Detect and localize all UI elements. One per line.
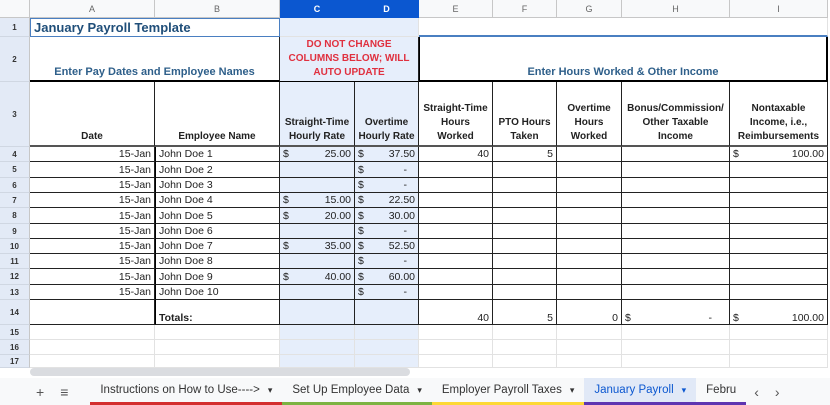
cell-pto[interactable]	[493, 208, 557, 224]
cell[interactable]	[355, 355, 419, 368]
cell[interactable]	[30, 300, 155, 325]
currency-symbol: $	[358, 148, 364, 160]
cell-nontax[interactable]	[730, 269, 828, 285]
currency-symbol: $	[283, 194, 289, 206]
cell-pto[interactable]	[493, 254, 557, 269]
cell-name[interactable]: John Doe 10	[155, 285, 280, 300]
amount: 35.00	[324, 240, 351, 252]
cell[interactable]	[30, 325, 155, 340]
cell-date[interactable]: 15-Jan	[30, 254, 155, 269]
cell-ot_rate[interactable]	[355, 224, 419, 239]
section-label-right[interactable]: Enter Hours Worked & Other Income	[419, 37, 828, 82]
row-header-13[interactable]: 13	[0, 285, 30, 300]
column-header-C[interactable]: C	[280, 0, 355, 18]
sheet-tab-label: Employer Payroll Taxes	[441, 384, 562, 396]
cell-name[interactable]: John Doe 5	[155, 208, 280, 224]
currency-symbol: $	[283, 209, 289, 222]
cell[interactable]	[557, 355, 622, 368]
currency-symbol: $	[358, 194, 364, 206]
cell-ot_hours[interactable]	[557, 239, 622, 254]
column-heading[interactable]: Date	[30, 82, 155, 147]
cell[interactable]	[557, 340, 622, 355]
cell-nontax[interactable]	[730, 193, 828, 208]
cell[interactable]	[493, 325, 557, 340]
cell-name[interactable]: John Doe 7	[155, 239, 280, 254]
column-header-F[interactable]: F	[493, 0, 557, 18]
currency-symbol: $	[283, 148, 289, 160]
cell-st_rate[interactable]	[280, 269, 355, 285]
cell[interactable]	[280, 18, 419, 37]
cell-name[interactable]: John Doe 4	[155, 193, 280, 208]
cell-pto[interactable]	[493, 162, 557, 178]
column-heading[interactable]: Nontaxable Income, i.e., Reimbursements	[730, 82, 828, 147]
amount: 37.50	[388, 148, 415, 160]
currency-symbol: $	[733, 148, 739, 160]
cell-bonus[interactable]	[622, 239, 730, 254]
cell-bonus[interactable]	[622, 147, 730, 162]
currency-symbol: $	[358, 240, 364, 252]
cell-bonus[interactable]	[622, 269, 730, 285]
cell-pto[interactable]	[493, 178, 557, 193]
add-sheet-icon[interactable]: +	[36, 383, 45, 400]
cell-pto[interactable]	[493, 239, 557, 254]
currency-symbol: $	[358, 163, 364, 176]
cell[interactable]	[155, 340, 280, 355]
sheet-tab-label: Instructions on How to Use---->	[100, 384, 260, 396]
cell-st_hours[interactable]	[419, 239, 493, 254]
row-header-3[interactable]: 3	[0, 82, 30, 147]
cell-ot_hours[interactable]	[557, 208, 622, 224]
cell-ot_rate[interactable]	[355, 193, 419, 208]
cell-bonus[interactable]	[622, 162, 730, 178]
amount: 40.00	[324, 270, 351, 283]
cell-date[interactable]: 15-Jan	[30, 239, 155, 254]
cell-ot_rate[interactable]	[355, 285, 419, 300]
currency-symbol: $	[358, 255, 364, 267]
cell-bonus[interactable]	[622, 224, 730, 239]
cell[interactable]	[280, 300, 355, 325]
cell[interactable]	[355, 300, 419, 325]
cell-name[interactable]: John Doe 6	[155, 224, 280, 239]
tab-dropdown-icon[interactable]: ▾	[417, 384, 422, 395]
cell[interactable]	[280, 325, 355, 340]
cell-bonus[interactable]	[622, 178, 730, 193]
cell[interactable]	[730, 340, 828, 355]
totals-bonus[interactable]	[622, 300, 730, 325]
cell-name[interactable]: John Doe 3	[155, 178, 280, 193]
totals-nontax[interactable]	[730, 300, 828, 325]
cell-date[interactable]: 15-Jan	[30, 285, 155, 300]
cell-st_hours[interactable]	[419, 178, 493, 193]
cell-ot_rate[interactable]	[355, 269, 419, 285]
cell-pto[interactable]	[493, 269, 557, 285]
cell[interactable]	[622, 325, 730, 340]
cell-ot_rate[interactable]	[355, 178, 419, 193]
scroll-tabs-left-icon[interactable]: ‹	[754, 383, 759, 400]
row-header-11[interactable]: 11	[0, 254, 30, 269]
row-header-17[interactable]: 17	[0, 355, 30, 368]
amount: 100.00	[791, 148, 824, 160]
cell[interactable]	[730, 355, 828, 368]
sheet-tab-bar	[0, 378, 830, 405]
cell-ot_rate[interactable]	[355, 254, 419, 269]
amount: -	[403, 286, 407, 298]
cell-bonus[interactable]	[622, 193, 730, 208]
cell-nontax[interactable]	[730, 208, 828, 224]
cell-st_hours[interactable]	[419, 193, 493, 208]
cell-date[interactable]: 15-Jan	[30, 147, 155, 162]
cell-st_rate[interactable]	[280, 162, 355, 178]
amount: 52.50	[388, 240, 415, 252]
cell-nontax[interactable]	[730, 147, 828, 162]
cell-pto[interactable]	[493, 285, 557, 300]
column-header-G[interactable]: G	[557, 0, 622, 18]
row-header-7[interactable]: 7	[0, 193, 30, 208]
cell-ot_rate[interactable]	[355, 162, 419, 178]
section-label-left[interactable]: Enter Pay Dates and Employee Names	[30, 37, 280, 82]
amount: 30.00	[388, 209, 415, 222]
cell-st_rate[interactable]	[280, 178, 355, 193]
currency-symbol: $	[358, 179, 364, 191]
column-heading[interactable]: Employee Name	[155, 82, 280, 147]
totals-label[interactable]: Totals:	[155, 300, 280, 325]
row-header-1[interactable]: 1	[0, 18, 30, 37]
cell-date[interactable]: 15-Jan	[30, 269, 155, 285]
sheet-tab[interactable]	[696, 378, 746, 405]
cell-name[interactable]: John Doe 9	[155, 269, 280, 285]
amount: -	[403, 255, 407, 267]
cell-ot_hours[interactable]	[557, 285, 622, 300]
row-header-5[interactable]: 5	[0, 162, 30, 178]
cell-ot_hours[interactable]	[557, 193, 622, 208]
column-heading[interactable]: Overtime Hours Worked	[557, 82, 622, 147]
cell-st_hours[interactable]	[419, 254, 493, 269]
cell-ot_hours[interactable]	[557, 162, 622, 178]
sheet-tab-label: Febru	[706, 384, 737, 396]
cell-nontax[interactable]	[730, 178, 828, 193]
cell[interactable]	[419, 325, 493, 340]
amount: -	[403, 225, 407, 237]
cell-nontax[interactable]	[730, 239, 828, 254]
cell-ot_hours[interactable]	[557, 269, 622, 285]
cell-st_rate[interactable]	[280, 285, 355, 300]
cell[interactable]	[155, 355, 280, 368]
currency-symbol: $	[358, 209, 364, 222]
cell[interactable]	[280, 340, 355, 355]
cell-st_rate[interactable]	[280, 224, 355, 239]
cell-st_hours[interactable]	[419, 162, 493, 178]
column-header-H[interactable]: H	[622, 0, 730, 18]
currency-symbol: $	[733, 312, 739, 324]
row-header-14[interactable]: 14	[0, 300, 30, 325]
select-all-corner[interactable]	[0, 0, 30, 18]
currency-symbol: $	[358, 286, 364, 298]
row-header-8[interactable]: 8	[0, 208, 30, 224]
cell[interactable]	[155, 325, 280, 340]
cell-nontax[interactable]	[730, 162, 828, 178]
amount: 22.50	[388, 194, 415, 206]
totals-ot_hours[interactable]: 0	[557, 300, 622, 325]
cell[interactable]	[493, 355, 557, 368]
cell-nontax[interactable]	[730, 224, 828, 239]
cell[interactable]	[355, 340, 419, 355]
horizontal-scrollbar[interactable]	[30, 368, 410, 376]
column-heading[interactable]: Overtime Hourly Rate	[355, 82, 419, 147]
tab-dropdown-icon[interactable]: ▾	[569, 384, 575, 395]
totals-st_hours[interactable]: 40	[419, 300, 493, 325]
amount: -	[708, 312, 712, 324]
sheet-tab[interactable]	[584, 378, 696, 405]
cell[interactable]	[622, 355, 730, 368]
row-header-2[interactable]: 2	[0, 37, 30, 82]
row-header-6[interactable]: 6	[0, 178, 30, 193]
cell[interactable]	[622, 340, 730, 355]
column-header-I[interactable]: I	[730, 0, 828, 18]
cell[interactable]	[419, 355, 493, 368]
amount: -	[403, 163, 407, 176]
cell-st_rate[interactable]	[280, 254, 355, 269]
sheet-tab-label: Set Up Employee Data	[292, 384, 410, 396]
cell-st_rate[interactable]	[280, 147, 355, 162]
cell-ot_hours[interactable]	[557, 147, 622, 162]
row-header-15[interactable]: 15	[0, 325, 30, 340]
cell-ot_hours[interactable]	[557, 178, 622, 193]
row-header-10[interactable]: 10	[0, 239, 30, 254]
cell[interactable]	[30, 340, 155, 355]
cell-name[interactable]: John Doe 8	[155, 254, 280, 269]
cell-st_hours[interactable]	[419, 224, 493, 239]
tab-dropdown-icon[interactable]: ▾	[267, 384, 273, 395]
cell-date[interactable]: 15-Jan	[30, 193, 155, 208]
column-header-B[interactable]: B	[155, 0, 280, 18]
cell-nontax[interactable]	[730, 285, 828, 300]
column-heading[interactable]: Straight-Time Hourly Rate	[280, 82, 355, 147]
amount: 20.00	[324, 209, 351, 222]
cell-ot_hours[interactable]	[557, 224, 622, 239]
cell-bonus[interactable]	[622, 208, 730, 224]
cell-date[interactable]: 15-Jan	[30, 208, 155, 224]
sheet-tab[interactable]	[282, 378, 432, 405]
cell[interactable]	[730, 325, 828, 340]
cell[interactable]	[493, 340, 557, 355]
amount: 60.00	[388, 270, 415, 283]
amount: -	[403, 179, 407, 191]
cell-st_hours[interactable]	[419, 269, 493, 285]
currency-symbol: $	[283, 240, 289, 252]
cell-bonus[interactable]	[622, 254, 730, 269]
cell-pto[interactable]: 5	[493, 147, 557, 162]
amount: 25.00	[324, 148, 351, 160]
warning-note[interactable]: DO NOT CHANGE COLUMNS BELOW; WILL AUTO UPDATE	[280, 37, 419, 82]
cell-st_rate[interactable]	[280, 193, 355, 208]
row-header-12[interactable]: 12	[0, 269, 30, 285]
cell[interactable]	[419, 340, 493, 355]
currency-symbol: $	[358, 270, 364, 283]
cell-ot_rate[interactable]	[355, 208, 419, 224]
cell-st_hours[interactable]	[419, 285, 493, 300]
amount: 100.00	[791, 312, 824, 324]
cell-nontax[interactable]	[730, 254, 828, 269]
column-header-E[interactable]: E	[419, 0, 493, 18]
cell[interactable]	[280, 355, 355, 368]
cell-name[interactable]: John Doe 2	[155, 162, 280, 178]
cell-date[interactable]: 15-Jan	[30, 224, 155, 239]
cell-date[interactable]: 15-Jan	[30, 178, 155, 193]
cell-ot_hours[interactable]	[557, 254, 622, 269]
column-heading[interactable]: Straight-Time Hours Worked	[419, 82, 493, 147]
row-header-9[interactable]: 9	[0, 224, 30, 239]
all-sheets-menu-icon[interactable]: ≡	[60, 383, 69, 400]
cell-pto[interactable]	[493, 224, 557, 239]
cell-ot_rate[interactable]	[355, 147, 419, 162]
cell[interactable]	[557, 325, 622, 340]
cell-st_rate[interactable]	[280, 208, 355, 224]
cell[interactable]	[355, 325, 419, 340]
cell-name[interactable]: John Doe 1	[155, 147, 280, 162]
scroll-tabs-right-icon[interactable]: ›	[774, 383, 780, 400]
cell-bonus[interactable]	[622, 285, 730, 300]
currency-symbol: $	[625, 312, 631, 324]
currency-symbol: $	[283, 270, 289, 283]
cell[interactable]	[419, 18, 828, 37]
totals-pto[interactable]: 5	[493, 300, 557, 325]
amount: 15.00	[324, 194, 351, 206]
cell-st_hours[interactable]	[419, 208, 493, 224]
column-heading[interactable]: PTO Hours Taken	[493, 82, 557, 147]
sheet-title[interactable]: January Payroll Template	[30, 18, 280, 37]
currency-symbol: $	[358, 225, 364, 237]
cell-st_hours[interactable]: 40	[419, 147, 493, 162]
tab-dropdown-icon[interactable]: ▾	[681, 384, 687, 395]
cell-st_rate[interactable]	[280, 239, 355, 254]
row-header-4[interactable]: 4	[0, 147, 30, 162]
cell[interactable]	[30, 355, 155, 368]
cell-pto[interactable]	[493, 193, 557, 208]
sheet-tab[interactable]	[90, 378, 282, 405]
cell-date[interactable]: 15-Jan	[30, 162, 155, 178]
row-header-16[interactable]: 16	[0, 340, 30, 355]
sheet-tab-label: January Payroll	[594, 384, 674, 396]
sheet-tab[interactable]	[432, 378, 584, 405]
cell-ot_rate[interactable]	[355, 239, 419, 254]
column-header-A[interactable]: A	[30, 0, 155, 18]
column-heading[interactable]: Bonus/Commission/ Other Taxable Income	[622, 82, 730, 147]
column-header-D[interactable]: D	[355, 0, 419, 18]
